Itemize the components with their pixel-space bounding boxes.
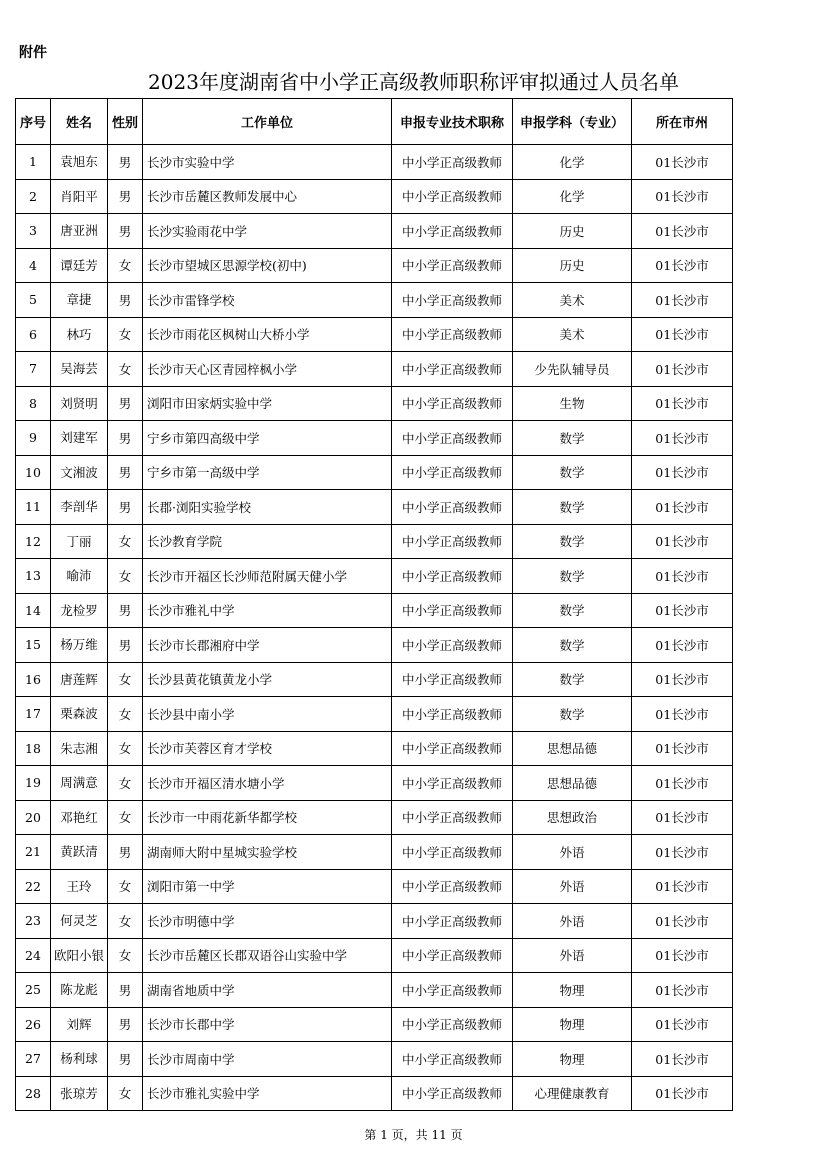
- table-row: [16, 248, 733, 283]
- cell-city: 01长沙市: [632, 352, 733, 387]
- cell-subject: 化学: [513, 179, 632, 214]
- cell-city: 01长沙市: [632, 904, 733, 939]
- cell-city: 01长沙市: [632, 628, 733, 663]
- cell-unit: 长沙县黄花镇黄龙小学: [143, 662, 392, 697]
- cell-city: 01长沙市: [632, 145, 733, 180]
- cell-name: 肖阳平: [51, 179, 108, 214]
- table-row: [16, 524, 733, 559]
- cell-title: 中小学正高级教师: [392, 490, 513, 525]
- cell-gender: 女: [108, 352, 143, 387]
- cell-city: 01长沙市: [632, 421, 733, 456]
- cell-no: 3: [16, 214, 51, 249]
- cell-city: 01长沙市: [632, 179, 733, 214]
- cell-no: 24: [16, 938, 51, 973]
- cell-name: 张琼芳: [51, 1076, 108, 1111]
- personnel-table: [15, 98, 733, 1111]
- cell-city: 01长沙市: [632, 1007, 733, 1042]
- cell-no: 19: [16, 766, 51, 801]
- table-row: [16, 835, 733, 870]
- cell-unit: 长沙市雨花区枫树山大桥小学: [143, 317, 392, 352]
- cell-gender: 女: [108, 524, 143, 559]
- cell-no: 9: [16, 421, 51, 456]
- table-row: [16, 214, 733, 249]
- cell-city: 01长沙市: [632, 662, 733, 697]
- table-row: [16, 593, 733, 628]
- cell-city: 01长沙市: [632, 593, 733, 628]
- cell-title: 中小学正高级教师: [392, 731, 513, 766]
- cell-title: 中小学正高级教师: [392, 386, 513, 421]
- header-name: 姓名: [51, 99, 108, 145]
- cell-no: 1: [16, 145, 51, 180]
- header-subject: 申报学科（专业）: [513, 99, 632, 145]
- cell-name: 刘建军: [51, 421, 108, 456]
- cell-gender: 男: [108, 421, 143, 456]
- table-row: [16, 662, 733, 697]
- cell-name: 谭廷芳: [51, 248, 108, 283]
- cell-city: 01长沙市: [632, 1076, 733, 1111]
- cell-unit: 长沙市一中雨花新华都学校: [143, 800, 392, 835]
- cell-unit: 长沙市岳麓区教师发展中心: [143, 179, 392, 214]
- cell-unit: 长沙市雅礼中学: [143, 593, 392, 628]
- table-row: [16, 317, 733, 352]
- cell-gender: 女: [108, 662, 143, 697]
- cell-title: 中小学正高级教师: [392, 766, 513, 801]
- cell-city: 01长沙市: [632, 766, 733, 801]
- cell-no: 11: [16, 490, 51, 525]
- header-gender: 性别: [108, 99, 143, 145]
- cell-no: 14: [16, 593, 51, 628]
- cell-name: 黄跃清: [51, 835, 108, 870]
- cell-unit: 浏阳市第一中学: [143, 869, 392, 904]
- cell-gender: 男: [108, 214, 143, 249]
- cell-subject: 外语: [513, 835, 632, 870]
- cell-unit: 长沙县中南小学: [143, 697, 392, 732]
- cell-gender: 男: [108, 1042, 143, 1077]
- cell-name: 文湘波: [51, 455, 108, 490]
- cell-name: 刘贤明: [51, 386, 108, 421]
- cell-no: 5: [16, 283, 51, 318]
- table-row: [16, 938, 733, 973]
- cell-no: 10: [16, 455, 51, 490]
- cell-unit: 长沙市雅礼实验中学: [143, 1076, 392, 1111]
- cell-name: 邓艳红: [51, 800, 108, 835]
- cell-gender: 男: [108, 283, 143, 318]
- cell-no: 17: [16, 697, 51, 732]
- cell-unit: 长沙市岳麓区长郡双语谷山实验中学: [143, 938, 392, 973]
- cell-no: 28: [16, 1076, 51, 1111]
- cell-unit: 长沙市开福区长沙师范附属天健小学: [143, 559, 392, 594]
- cell-subject: 外语: [513, 938, 632, 973]
- cell-subject: 外语: [513, 904, 632, 939]
- cell-gender: 男: [108, 490, 143, 525]
- table-row: [16, 145, 733, 180]
- cell-unit: 长沙市周南中学: [143, 1042, 392, 1077]
- cell-unit: 浏阳市田家炳实验中学: [143, 386, 392, 421]
- cell-subject: 美术: [513, 283, 632, 318]
- cell-unit: 长沙市望城区思源学校(初中): [143, 248, 392, 283]
- cell-unit: 长沙市长郡湘府中学: [143, 628, 392, 663]
- cell-subject: 少先队辅导员: [513, 352, 632, 387]
- cell-title: 中小学正高级教师: [392, 524, 513, 559]
- cell-name: 袁旭东: [51, 145, 108, 180]
- cell-name: 刘辉: [51, 1007, 108, 1042]
- cell-subject: 化学: [513, 145, 632, 180]
- page-footer: 第 1 页，共 11 页: [364, 1128, 463, 1142]
- cell-subject: 物理: [513, 1007, 632, 1042]
- cell-title: 中小学正高级教师: [392, 1007, 513, 1042]
- cell-gender: 男: [108, 145, 143, 180]
- document-title: 2023年度湖南省中小学正高级教师职称评审拟通过人员名单: [148, 70, 679, 94]
- cell-name: 陈龙彪: [51, 973, 108, 1008]
- cell-city: 01长沙市: [632, 524, 733, 559]
- cell-title: 中小学正高级教师: [392, 179, 513, 214]
- cell-subject: 心理健康教育: [513, 1076, 632, 1111]
- cell-title: 中小学正高级教师: [392, 628, 513, 663]
- cell-subject: 思想品德: [513, 766, 632, 801]
- cell-gender: 女: [108, 869, 143, 904]
- attachment-label: 附件: [19, 45, 47, 61]
- cell-title: 中小学正高级教师: [392, 938, 513, 973]
- cell-title: 中小学正高级教师: [392, 352, 513, 387]
- cell-no: 21: [16, 835, 51, 870]
- cell-unit: 长沙市天心区青园梓枫小学: [143, 352, 392, 387]
- cell-title: 中小学正高级教师: [392, 214, 513, 249]
- cell-gender: 男: [108, 835, 143, 870]
- cell-name: 杨利球: [51, 1042, 108, 1077]
- table-row: [16, 490, 733, 525]
- cell-subject: 历史: [513, 214, 632, 249]
- cell-gender: 女: [108, 766, 143, 801]
- cell-gender: 女: [108, 800, 143, 835]
- cell-no: 13: [16, 559, 51, 594]
- cell-unit: 长沙教育学院: [143, 524, 392, 559]
- cell-unit: 湖南省地质中学: [143, 973, 392, 1008]
- table-row: [16, 559, 733, 594]
- table-row: [16, 455, 733, 490]
- cell-subject: 思想品德: [513, 731, 632, 766]
- table-body: [16, 145, 733, 1111]
- cell-unit: 长沙市明德中学: [143, 904, 392, 939]
- cell-subject: 物理: [513, 973, 632, 1008]
- header-city: 所在市州: [632, 99, 733, 145]
- cell-name: 周满意: [51, 766, 108, 801]
- cell-name: 龙检罗: [51, 593, 108, 628]
- table-row: [16, 731, 733, 766]
- cell-unit: 宁乡市第四高级中学: [143, 421, 392, 456]
- cell-city: 01长沙市: [632, 386, 733, 421]
- cell-title: 中小学正高级教师: [392, 559, 513, 594]
- cell-city: 01长沙市: [632, 835, 733, 870]
- cell-unit: 长沙市雷锋学校: [143, 283, 392, 318]
- table-row: [16, 628, 733, 663]
- cell-title: 中小学正高级教师: [392, 283, 513, 318]
- cell-gender: 女: [108, 904, 143, 939]
- table-row: [16, 1076, 733, 1111]
- cell-title: 中小学正高级教师: [392, 145, 513, 180]
- cell-title: 中小学正高级教师: [392, 455, 513, 490]
- cell-no: 23: [16, 904, 51, 939]
- table-row: [16, 800, 733, 835]
- cell-gender: 男: [108, 593, 143, 628]
- table-row: [16, 386, 733, 421]
- cell-unit: 长沙实验雨花中学: [143, 214, 392, 249]
- cell-subject: 数学: [513, 593, 632, 628]
- cell-title: 中小学正高级教师: [392, 1042, 513, 1077]
- cell-title: 中小学正高级教师: [392, 835, 513, 870]
- cell-name: 唐莲辉: [51, 662, 108, 697]
- cell-city: 01长沙市: [632, 317, 733, 352]
- cell-unit: 长沙市长郡中学: [143, 1007, 392, 1042]
- table-row: [16, 697, 733, 732]
- cell-subject: 数学: [513, 559, 632, 594]
- cell-name: 章捷: [51, 283, 108, 318]
- table-header-row: [16, 99, 733, 145]
- cell-title: 中小学正高级教师: [392, 421, 513, 456]
- cell-no: 18: [16, 731, 51, 766]
- cell-subject: 数学: [513, 421, 632, 456]
- table-row: [16, 352, 733, 387]
- cell-name: 栗森波: [51, 697, 108, 732]
- cell-city: 01长沙市: [632, 1042, 733, 1077]
- cell-title: 中小学正高级教师: [392, 697, 513, 732]
- cell-subject: 物理: [513, 1042, 632, 1077]
- header-no: 序号: [16, 99, 51, 145]
- cell-unit: 长沙市实验中学: [143, 145, 392, 180]
- cell-subject: 数学: [513, 490, 632, 525]
- cell-subject: 思想政治: [513, 800, 632, 835]
- cell-subject: 数学: [513, 524, 632, 559]
- table-row: [16, 179, 733, 214]
- cell-subject: 数学: [513, 662, 632, 697]
- cell-no: 26: [16, 1007, 51, 1042]
- cell-city: 01长沙市: [632, 869, 733, 904]
- cell-no: 7: [16, 352, 51, 387]
- cell-no: 22: [16, 869, 51, 904]
- cell-gender: 男: [108, 386, 143, 421]
- cell-no: 15: [16, 628, 51, 663]
- cell-city: 01长沙市: [632, 938, 733, 973]
- cell-title: 中小学正高级教师: [392, 317, 513, 352]
- table-row: [16, 421, 733, 456]
- cell-name: 唐亚洲: [51, 214, 108, 249]
- table-row: [16, 766, 733, 801]
- cell-no: 8: [16, 386, 51, 421]
- cell-city: 01长沙市: [632, 559, 733, 594]
- cell-subject: 美术: [513, 317, 632, 352]
- cell-subject: 数学: [513, 455, 632, 490]
- cell-no: 2: [16, 179, 51, 214]
- table-row: [16, 869, 733, 904]
- cell-unit: 宁乡市第一高级中学: [143, 455, 392, 490]
- cell-city: 01长沙市: [632, 697, 733, 732]
- cell-name: 李剖华: [51, 490, 108, 525]
- cell-title: 中小学正高级教师: [392, 248, 513, 283]
- table-row: [16, 973, 733, 1008]
- cell-title: 中小学正高级教师: [392, 1076, 513, 1111]
- cell-unit: 长沙市开福区清水塘小学: [143, 766, 392, 801]
- cell-no: 4: [16, 248, 51, 283]
- cell-name: 丁丽: [51, 524, 108, 559]
- cell-no: 6: [16, 317, 51, 352]
- table-row: [16, 1007, 733, 1042]
- cell-city: 01长沙市: [632, 455, 733, 490]
- cell-title: 中小学正高级教师: [392, 904, 513, 939]
- cell-city: 01长沙市: [632, 973, 733, 1008]
- cell-title: 中小学正高级教师: [392, 593, 513, 628]
- header-unit: 工作单位: [143, 99, 392, 145]
- cell-title: 中小学正高级教师: [392, 662, 513, 697]
- cell-gender: 男: [108, 179, 143, 214]
- cell-gender: 女: [108, 938, 143, 973]
- cell-gender: 男: [108, 973, 143, 1008]
- cell-unit: 长郡·浏阳实验学校: [143, 490, 392, 525]
- cell-gender: 女: [108, 559, 143, 594]
- cell-title: 中小学正高级教师: [392, 973, 513, 1008]
- cell-subject: 数学: [513, 628, 632, 663]
- cell-subject: 生物: [513, 386, 632, 421]
- cell-subject: 外语: [513, 869, 632, 904]
- cell-city: 01长沙市: [632, 214, 733, 249]
- cell-name: 杨万维: [51, 628, 108, 663]
- header-title: 申报专业技术职称: [392, 99, 513, 145]
- cell-gender: 男: [108, 1007, 143, 1042]
- cell-title: 中小学正高级教师: [392, 800, 513, 835]
- cell-subject: 历史: [513, 248, 632, 283]
- cell-unit: 湖南师大附中星城实验学校: [143, 835, 392, 870]
- table-row: [16, 904, 733, 939]
- cell-gender: 女: [108, 697, 143, 732]
- cell-name: 喻沛: [51, 559, 108, 594]
- cell-gender: 女: [108, 731, 143, 766]
- cell-gender: 女: [108, 317, 143, 352]
- cell-no: 20: [16, 800, 51, 835]
- cell-name: 吴海芸: [51, 352, 108, 387]
- cell-unit: 长沙市芙蓉区育才学校: [143, 731, 392, 766]
- cell-no: 25: [16, 973, 51, 1008]
- cell-city: 01长沙市: [632, 731, 733, 766]
- cell-gender: 男: [108, 455, 143, 490]
- cell-title: 中小学正高级教师: [392, 869, 513, 904]
- table-row: [16, 283, 733, 318]
- cell-name: 林巧: [51, 317, 108, 352]
- cell-gender: 女: [108, 248, 143, 283]
- cell-no: 27: [16, 1042, 51, 1077]
- cell-gender: 女: [108, 1076, 143, 1111]
- cell-city: 01长沙市: [632, 800, 733, 835]
- cell-no: 12: [16, 524, 51, 559]
- cell-city: 01长沙市: [632, 283, 733, 318]
- cell-subject: 数学: [513, 697, 632, 732]
- table-row: [16, 1042, 733, 1077]
- cell-name: 王玲: [51, 869, 108, 904]
- cell-city: 01长沙市: [632, 248, 733, 283]
- cell-name: 何灵芝: [51, 904, 108, 939]
- cell-name: 欧阳小银: [51, 938, 108, 973]
- cell-name: 朱志湘: [51, 731, 108, 766]
- cell-no: 16: [16, 662, 51, 697]
- cell-gender: 男: [108, 628, 143, 663]
- cell-city: 01长沙市: [632, 490, 733, 525]
